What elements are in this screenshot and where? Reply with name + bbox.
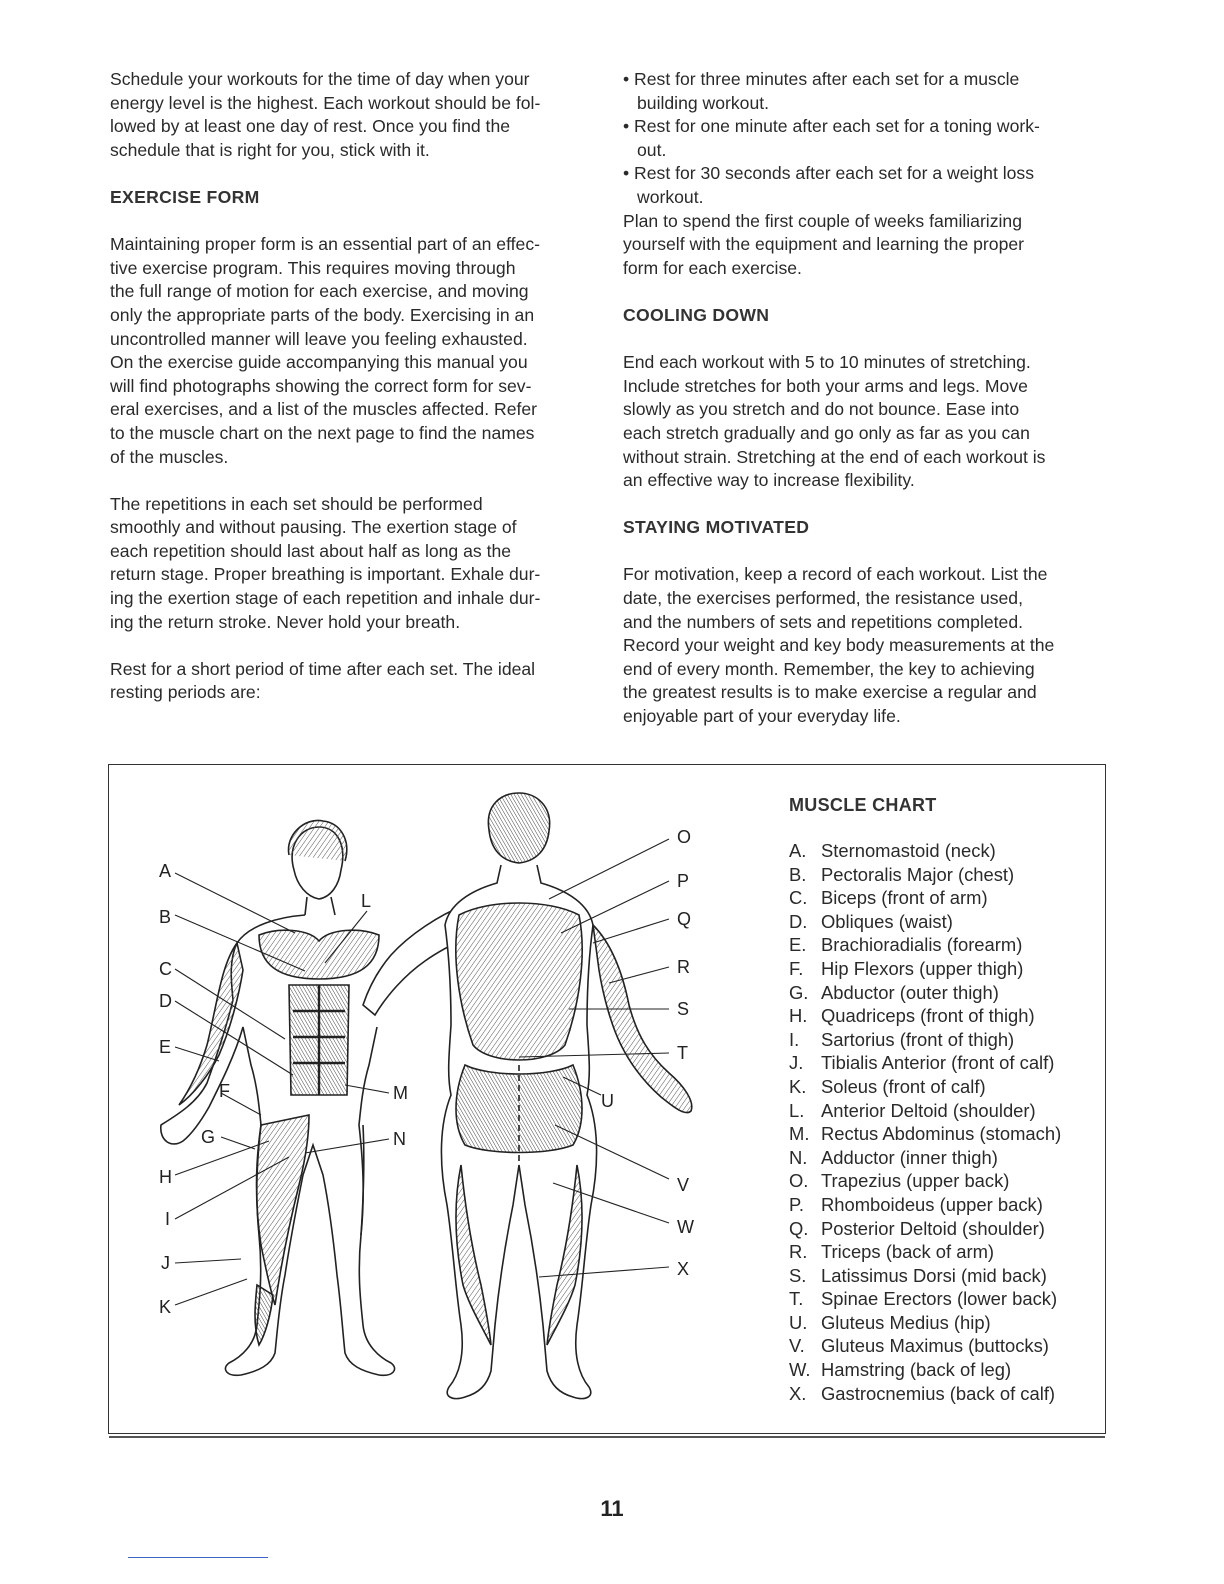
front-figure [161,820,395,1375]
list-item [789,981,1061,1005]
list-item [789,933,1061,957]
chart-box-bottom-rule [109,1436,1105,1438]
text-line: eral exercises, and a list of the muscles affected. Refer [110,399,538,420]
figure-label-t: T [677,1043,688,1063]
list-item [789,863,1061,887]
heading-cooling-down: COOLING DOWN [623,304,770,325]
figure-label-q: Q [677,909,692,929]
right-column [623,68,1113,729]
text-line: return stage. Proper breathing is important. Exhale dur- [110,564,541,585]
item-letter: L. [789,1099,805,1121]
item-name: Pectoralis Major (chest) [821,863,1015,885]
paragraph-repetitions [110,493,600,635]
text-line: an effective way to increase flexibility. [623,470,915,491]
text-line: The repetitions in each set should be performed [110,493,483,514]
text-line: Plan to spend the first couple of weeks familiarizing [623,210,1022,231]
left-column [110,68,600,705]
figure-label-x: X [677,1259,690,1279]
figure-label-g: G [201,1127,216,1147]
rest-bullet-list [623,68,1113,210]
text-line: to the muscle chart on the next page to find the names [110,422,535,443]
figure-label-r: R [677,957,690,977]
text-line: enjoyable part of your everyday life. [623,706,901,727]
list-item [789,1217,1061,1241]
list-item [789,839,1061,863]
text-line: of the muscles. [110,446,229,467]
text-line: End each workout with 5 to 10 minutes of stretching. [623,352,1031,373]
bullet-text: • Rest for one minute after each set for a toning work- [623,116,1040,137]
anatomy-illustration [109,765,789,1433]
bullet-item [623,162,1113,209]
item-name: Biceps (front of arm) [821,887,988,909]
list-item [789,1004,1061,1028]
figure-label-s: S [677,999,690,1019]
text-line: uncontrolled manner will leave you feeling exhausted. [110,328,528,349]
item-name: Quadriceps (front of thigh) [821,1005,1035,1027]
text-line: the greatest results is to make exercise a regular and [623,682,1037,703]
list-item [789,1193,1061,1217]
text-line: Maintaining proper form is an essential part of an effec- [110,234,540,255]
text-line: smoothly and without pausing. The exertion stage of [110,517,517,538]
bullet-text: workout. [637,186,704,207]
list-item [789,1382,1061,1406]
text-line: date, the exercises performed, the resistance used, [623,588,1023,609]
figure-label-d: D [159,991,172,1011]
text-line: schedule that is right for you, stick with it. [110,139,430,160]
item-name: Trapezius (upper back) [821,1170,1010,1192]
item-name: Rectus Abdominus (stomach) [821,1123,1062,1145]
bullet-item [623,68,1113,115]
item-name: Anterior Deltoid (shoulder) [821,1099,1036,1121]
figure-labels [159,827,694,1317]
text-line: energy level is the highest. Each workout should be fol- [110,92,541,113]
item-letter: I. [789,1028,800,1050]
paragraph-rest [110,658,600,705]
list-item [789,1264,1061,1288]
muscle-chart-title: MUSCLE CHART [789,795,937,815]
item-name: Rhomboideus (upper back) [821,1193,1043,1215]
text-line: On the exercise guide accompanying this manual you [110,352,528,373]
footer-rule [128,1557,268,1558]
item-name: Gluteus Medius (hip) [821,1311,991,1333]
item-letter: F. [789,957,804,979]
figure-label-e: E [159,1037,172,1057]
item-name: Tibialis Anterior (front of calf) [821,1052,1055,1074]
paragraph-motivation [623,563,1113,728]
text-line: Schedule your workouts for the time of day when your [110,69,530,89]
list-item [789,1122,1061,1146]
heading-exercise-form: EXERCISE FORM [110,186,260,207]
item-letter: W. [789,1359,811,1381]
text-line: only the appropriate parts of the body. Exercising in an [110,304,535,325]
bullet-text: out. [637,139,667,160]
list-item [789,1311,1061,1335]
figure-label-u: U [601,1091,614,1111]
text-line: yourself with the equipment and learning the proper [623,234,1024,255]
figure-label-i: I [165,1209,171,1229]
item-name: Sartorius (front of thigh) [821,1028,1015,1050]
text-line: slowly as you stretch and do not bounce. Ease into [623,399,1020,420]
list-item [789,910,1061,934]
item-name: Soleus (front of calf) [821,1075,986,1097]
figure-label-b: B [159,907,172,927]
bullet-text: • Rest for three minutes after each set for a muscle [623,69,1020,89]
item-name: Adductor (inner thigh) [821,1146,998,1168]
back-figure [363,793,692,1399]
figure-label-v: V [677,1175,690,1195]
item-letter: R. [789,1241,808,1263]
figure-label-h: H [159,1167,172,1187]
text-line: each repetition should last about half as long as the [110,540,512,561]
item-name: Triceps (back of arm) [821,1241,995,1263]
text-line: will find photographs showing the correct form for sev- [110,375,532,396]
bullet-text: building workout. [637,92,770,113]
figure-label-l: L [361,891,372,911]
text-line: without strain. Stretching at the end of each workout is [623,446,1046,467]
figure-label-w: W [677,1217,694,1237]
item-letter: U. [789,1311,808,1333]
list-item [789,1240,1061,1264]
list-item [789,1099,1061,1123]
figure-label-f: F [219,1081,230,1101]
item-name: Sternomastoid (neck) [821,840,996,861]
item-letter: D. [789,910,808,932]
item-letter: K. [789,1075,807,1097]
item-name: Abductor (outer thigh) [821,981,999,1003]
text-line: and the numbers of sets and repetitions completed. [623,611,1024,632]
text-line: the full range of motion for each exercise, and moving [110,281,529,302]
leader-lines [175,839,669,1305]
text-line: Include stretches for both your arms and legs. Move [623,375,1028,396]
bullet-item [623,115,1113,162]
item-letter: S. [789,1264,807,1286]
text-line: Rest for a short period of time after each set. The ideal [110,658,536,679]
list-item [789,1169,1061,1193]
item-letter: A. [789,840,807,861]
figure-label-k: K [159,1297,172,1317]
figure-label-p: P [677,871,690,891]
item-letter: Q. [789,1217,809,1239]
item-letter: H. [789,1005,808,1027]
text-line: each stretch gradually and go only as far as you can [623,422,1030,443]
item-letter: B. [789,863,807,885]
list-item [789,1358,1061,1382]
list-item [789,1287,1061,1311]
text-line: end of every month. Remember, the key to achieving [623,658,1035,679]
item-name: Posterior Deltoid (shoulder) [821,1217,1045,1239]
text-line: form for each exercise. [623,257,802,278]
item-letter: X. [789,1382,807,1404]
list-item [789,1051,1061,1075]
text-line: For motivation, keep a record of each workout. List the [623,564,1048,585]
item-letter: J. [789,1052,804,1074]
heading-staying-motivated: STAYING MOTIVATED [623,517,810,538]
item-name: Hip Flexors (upper thigh) [821,957,1024,979]
item-letter: C. [789,887,808,909]
text-line: Record your weight and key body measurements at the [623,635,1055,656]
item-name: Hamstring (back of leg) [821,1359,1012,1381]
item-name: Brachioradialis (forearm) [821,934,1023,956]
text-line: resting periods are: [110,682,261,703]
item-letter: T. [789,1288,804,1310]
item-name: Latissimus Dorsi (mid back) [821,1264,1047,1286]
paragraph-cooling-down [623,351,1113,493]
item-letter: O. [789,1170,809,1192]
figure-label-m: M [393,1083,408,1103]
figure-label-n: N [393,1129,406,1149]
figure-label-o: O [677,827,692,847]
paragraph-exercise-form [110,233,600,469]
text-line: tive exercise program. This requires moving through [110,257,516,278]
item-name: Spinae Erectors (lower back) [821,1288,1058,1310]
text-line: ing the exertion stage of each repetition and inhale dur- [110,588,541,609]
item-name: Gluteus Maximus (buttocks) [821,1335,1049,1357]
list-item [789,1075,1061,1099]
item-letter: P. [789,1193,805,1215]
text-line: lowed by at least one day of rest. Once you find the [110,116,511,137]
text-line: ing the return stroke. Never hold your breath. [110,611,461,632]
figure-label-a: A [159,861,172,881]
item-letter: M. [789,1123,810,1145]
bullet-text: • Rest for 30 seconds after each set for a weight loss [623,163,1035,184]
figure-label-c: C [159,959,172,979]
item-letter: G. [789,981,809,1003]
paragraph-plan [623,210,1113,281]
figure-label-j: J [161,1253,170,1273]
page-number: 11 [600,1496,624,1521]
muscle-list [789,839,1061,1405]
item-letter: E. [789,934,807,956]
paragraph-schedule [110,68,600,162]
list-item [789,886,1061,910]
item-letter: V. [789,1335,805,1357]
list-item [789,1334,1061,1358]
list-item [789,957,1061,981]
item-letter: N. [789,1146,808,1168]
item-name: Gastrocnemius (back of calf) [821,1382,1056,1404]
item-name: Obliques (waist) [821,910,953,932]
list-item [789,1028,1061,1052]
muscle-chart-box [108,764,1106,1434]
list-item [789,1146,1061,1170]
